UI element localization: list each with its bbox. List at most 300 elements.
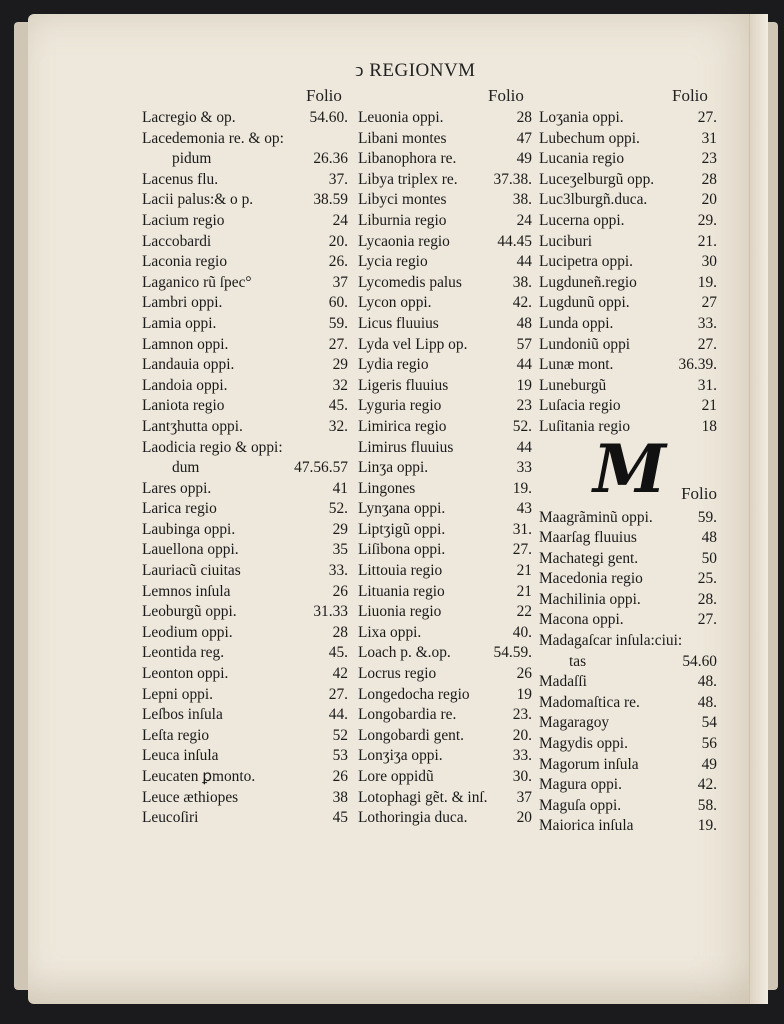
entry-name: Landauia oppi.: [142, 356, 235, 374]
entry-name: dum: [172, 459, 200, 477]
index-entry: [358, 726, 532, 747]
entry-folio: 19.: [697, 817, 717, 835]
index-entry: [358, 746, 532, 767]
entry-name: Lycia regio: [358, 253, 428, 271]
index-entry: [142, 767, 348, 788]
entry-name: Lundoniũ oppi: [539, 335, 631, 353]
entry-name: Luneburgũ: [539, 376, 607, 394]
entry-folio: 28: [516, 109, 532, 126]
index-entry: [539, 693, 717, 714]
entry-name: Lyguria regio: [358, 397, 442, 415]
index-entry: [142, 108, 348, 129]
entry-name: Libanophora re.: [358, 150, 457, 168]
entry-name: Lycomedis palus: [358, 273, 462, 291]
index-entry: [358, 458, 532, 479]
entry-folio: 27.: [697, 611, 717, 629]
entry-folio: 57: [516, 335, 532, 353]
entry-name: Luſitania regio: [539, 417, 631, 435]
entry-folio: 30: [701, 253, 717, 271]
index-entry: [142, 129, 348, 150]
index-entry: [142, 685, 348, 706]
entry-folio: 26.36: [313, 150, 348, 168]
entry-folio: 19.: [697, 273, 717, 291]
entry-folio: 24: [332, 211, 348, 229]
entry-folio: 59.: [328, 314, 348, 332]
entry-name: Macedonia regio: [539, 570, 643, 588]
entry-folio: 42.: [697, 776, 717, 794]
index-entry: [358, 705, 532, 726]
entry-folio: 26: [332, 768, 348, 785]
entry-name: Lyda vel Lipp op.: [358, 335, 468, 353]
entry-name: Lotophagi gẽt. & inſ.: [358, 788, 488, 806]
entry-name: Locrus regio: [358, 665, 437, 683]
entry-folio: 44.45: [497, 232, 532, 250]
entry-folio: 37.: [328, 170, 348, 188]
index-entry: [358, 149, 532, 170]
entry-name: Lycaonia regio: [358, 232, 450, 250]
index-entry: [358, 808, 532, 829]
index-entry: [539, 129, 717, 150]
index-entry: [142, 438, 348, 459]
index-entry: [539, 755, 717, 776]
entry-name: Libyci montes: [358, 191, 447, 209]
entry-folio: 48.: [697, 673, 717, 691]
entry-name: Lydia regio: [358, 356, 429, 374]
entry-folio: 28: [701, 170, 717, 188]
index-entry: [358, 252, 532, 273]
entry-folio: 33: [516, 459, 532, 477]
entry-folio: 21: [701, 397, 717, 415]
entry-name: Linʒa oppi.: [358, 459, 429, 477]
entry-name: Longedocha regio: [358, 685, 470, 703]
index-entry: [142, 705, 348, 726]
entry-folio: 45.: [328, 644, 348, 662]
entry-folio: 31.33: [313, 603, 348, 621]
entry-folio: 33.: [328, 562, 348, 580]
entry-name: Lothoringia duca.: [358, 809, 468, 827]
index-column-2: [358, 108, 532, 829]
entry-name: Lunæ mont.: [539, 356, 614, 374]
index-entry: [358, 170, 532, 191]
entry-folio: 43: [516, 500, 532, 518]
index-entry: [358, 108, 532, 129]
entry-name: pidum: [172, 150, 212, 168]
entry-name: Magydis oppi.: [539, 735, 628, 753]
index-entry: [142, 273, 348, 294]
entry-name: Lares oppi.: [142, 479, 212, 497]
index-entry: [539, 590, 717, 611]
entry-folio: 21: [516, 582, 532, 600]
index-entry: [539, 652, 717, 673]
entry-folio: 21: [516, 562, 532, 580]
entry-folio: 42.: [512, 294, 532, 312]
entry-name: Laodicia regio & oppi:: [142, 438, 283, 456]
index-entry: [358, 438, 532, 459]
entry-folio: 45: [332, 809, 348, 827]
index-entry: [142, 335, 348, 356]
entry-name: Lemnos inſula: [142, 582, 231, 600]
index-entry: [539, 108, 717, 129]
entry-name: Lugduneñ.regio: [539, 273, 637, 291]
entry-folio: 35: [332, 541, 348, 559]
index-entry: [358, 602, 532, 623]
entry-name: Lacium regio: [142, 211, 225, 229]
entry-folio: 27.: [328, 685, 348, 703]
index-entry: [539, 672, 717, 693]
entry-folio: 36.39.: [678, 356, 717, 374]
index-entry: [539, 355, 717, 376]
index-entry: [539, 775, 717, 796]
index-entry: [142, 190, 348, 211]
index-entry: [358, 788, 532, 809]
entry-name: Laniota regio: [142, 397, 225, 415]
entry-folio: 27.: [328, 335, 348, 353]
entry-name: Littouia regio: [358, 562, 443, 580]
entry-name: Lixa oppi.: [358, 623, 422, 641]
entry-name: Lambri oppi.: [142, 294, 223, 312]
entry-name: Leontida reg.: [142, 644, 225, 662]
entry-folio: 52.: [512, 417, 532, 435]
index-entry: [358, 396, 532, 417]
entry-folio: 23: [516, 397, 532, 415]
entry-folio: 28: [332, 623, 348, 641]
index-entry: [358, 314, 532, 335]
index-entry: [142, 211, 348, 232]
entry-folio: 56: [701, 735, 717, 753]
index-entry: [358, 561, 532, 582]
entry-folio: 28.: [697, 590, 717, 608]
entry-name: Lucania regio: [539, 150, 625, 168]
index-entry: [539, 190, 717, 211]
index-entry: [539, 610, 717, 631]
index-entry: [142, 149, 348, 170]
entry-name: Lituania regio: [358, 582, 445, 600]
entry-name: Leoburgũ oppi.: [142, 603, 237, 621]
entry-folio: 48.: [697, 693, 717, 711]
entry-name: Luc3lburgñ.duca.: [539, 191, 648, 209]
entry-folio: 41: [332, 479, 348, 497]
entry-folio: 33.: [512, 747, 532, 765]
index-entry: [539, 528, 717, 549]
index-entry: [142, 252, 348, 273]
entry-folio: 37: [516, 788, 532, 806]
entry-folio: 29: [332, 520, 348, 538]
index-entry: [539, 396, 717, 417]
entry-name: Lingones: [358, 479, 416, 497]
index-entry: [142, 540, 348, 561]
entry-name: Longobardia re.: [358, 706, 457, 724]
entry-folio: 44: [516, 356, 532, 374]
entry-folio: 31.: [512, 520, 532, 538]
entry-name: Magaragoy: [539, 714, 610, 732]
entry-folio: 20.: [512, 726, 532, 744]
entry-folio: 18: [701, 417, 717, 435]
index-entry: [142, 746, 348, 767]
entry-name: Larica regio: [142, 500, 217, 518]
entry-folio: 27.: [697, 109, 717, 126]
entry-name: Machilinia oppi.: [539, 590, 641, 608]
entry-name: Luciburi: [539, 232, 592, 250]
index-entry: [539, 252, 717, 273]
index-entry: [142, 664, 348, 685]
entry-folio: 31: [701, 129, 717, 147]
entry-folio: 58.: [697, 796, 717, 814]
index-entry: [142, 396, 348, 417]
index-entry: [358, 499, 532, 520]
entry-name: Lantʒhutta oppi.: [142, 417, 243, 435]
index-entry: [358, 190, 532, 211]
entry-name: Landoia oppi.: [142, 376, 228, 394]
entry-name: Luceʒelburgũ opp.: [539, 170, 655, 188]
entry-folio: 19.: [512, 479, 532, 497]
index-entry: [142, 355, 348, 376]
entry-name: Maiorica inſula: [539, 817, 634, 835]
entry-folio: 23: [701, 150, 717, 168]
entry-name: Lubechum oppi.: [539, 129, 640, 147]
entry-folio: 44: [516, 253, 532, 271]
entry-folio: 49: [701, 755, 717, 773]
entry-name: Lauriacũ ciuitas: [142, 562, 241, 580]
index-entry: [358, 540, 532, 561]
entry-name: Licus fluuius: [358, 314, 439, 332]
entry-folio: 27.: [697, 335, 717, 353]
col1-folio-label: Folio: [306, 86, 342, 105]
entry-folio: 24: [516, 211, 532, 229]
entry-folio: 52: [332, 726, 348, 744]
entry-folio: 54.60: [682, 652, 717, 670]
entry-name: Magorum inſula: [539, 755, 639, 773]
entry-folio: 27.: [512, 541, 532, 559]
entry-name: Leonton oppi.: [142, 665, 229, 683]
entry-name: Lauellona oppi.: [142, 541, 239, 559]
entry-folio: 42: [332, 665, 348, 683]
entry-name: Lacenus flu.: [142, 170, 219, 188]
index-entry: [142, 170, 348, 191]
entry-name: Macona oppi.: [539, 611, 624, 629]
index-entry: [539, 796, 717, 817]
entry-folio: 54.59.: [493, 644, 532, 662]
index-column-3: [539, 108, 717, 837]
index-entry: [539, 713, 717, 734]
index-entry: [142, 643, 348, 664]
index-entry: [142, 726, 348, 747]
entry-folio: 50: [701, 549, 717, 567]
index-entry: [539, 170, 717, 191]
entry-name: Lucerna oppi.: [539, 211, 625, 229]
entry-name: Libya triplex re.: [358, 170, 458, 188]
index-entry: [358, 664, 532, 685]
entry-name: Lore oppidũ: [358, 768, 434, 785]
page-header: [355, 60, 476, 82]
entry-name: Madagaſcar inſula:ciui:: [539, 632, 683, 650]
entry-name: Limirica regio: [358, 417, 447, 435]
index-entry: [142, 808, 348, 829]
entry-name: Laconia regio: [142, 253, 228, 271]
index-entry: [358, 293, 532, 314]
col3-folio-label: Folio: [672, 86, 708, 105]
index-entry: [539, 335, 717, 356]
index-entry: [142, 479, 348, 500]
entry-folio: 37: [332, 273, 348, 291]
index-entry: [142, 623, 348, 644]
entry-name: Leuca inſula: [142, 747, 219, 765]
entry-folio: 37.38.: [493, 170, 532, 188]
entry-name: Leuonia oppi.: [358, 109, 444, 126]
index-entry: [358, 355, 532, 376]
entry-folio: 44.: [328, 706, 348, 724]
index-column-1: [142, 108, 348, 829]
header-mark: ↄ: [355, 60, 364, 81]
entry-name: Loach p. &.op.: [358, 644, 451, 662]
entry-folio: 49: [516, 150, 532, 168]
entry-name: Liſibona oppi.: [358, 541, 446, 559]
entry-name: Loʒania oppi.: [539, 109, 624, 126]
entry-folio: 45.: [328, 397, 348, 415]
entry-folio: 38: [332, 788, 348, 806]
index-entry: [142, 458, 348, 479]
entry-folio: 54: [701, 714, 717, 732]
entry-folio: 38.: [512, 273, 532, 291]
entry-folio: 47: [516, 129, 532, 147]
entry-name: Lacedemonia re. & op:: [142, 129, 284, 147]
entry-name: Liuonia regio: [358, 603, 442, 621]
entry-folio: 59.: [697, 508, 717, 526]
entry-folio: 38.59: [313, 191, 348, 209]
entry-name: Laganico rũ ſpec°: [142, 273, 252, 291]
entry-folio: 32: [332, 376, 348, 394]
entry-folio: 32.: [328, 417, 348, 435]
index-entry: [358, 376, 532, 397]
entry-name: Leodium oppi.: [142, 623, 233, 641]
entry-name: Liburnia regio: [358, 211, 447, 229]
entry-folio: 48: [701, 529, 717, 547]
index-entry: [142, 376, 348, 397]
entry-name: Lonʒiʒa oppi.: [358, 747, 443, 765]
entry-folio: 20: [516, 809, 532, 827]
col3-folio-label-2: Folio: [681, 483, 717, 503]
entry-folio: 26: [332, 582, 348, 600]
entry-name: Leucoſiri: [142, 809, 199, 827]
entry-folio: 33.: [697, 314, 717, 332]
index-entry: [142, 314, 348, 335]
index-entry: [358, 685, 532, 706]
entry-name: Lamnon oppi.: [142, 335, 229, 353]
entry-folio: 30.: [512, 768, 532, 785]
entry-folio: 60.: [328, 294, 348, 312]
index-entry: [358, 211, 532, 232]
entry-name: Machategi gent.: [539, 549, 639, 567]
entry-name: Limirus fluuius: [358, 438, 454, 456]
index-entry: [539, 508, 717, 529]
entry-folio: 29: [332, 356, 348, 374]
entry-folio: 48: [516, 314, 532, 332]
header-title: REGIONVM: [369, 60, 476, 81]
index-entry: [539, 816, 717, 837]
decorated-initial-m: M: [593, 429, 667, 508]
entry-name: Lunda oppi.: [539, 314, 614, 332]
index-entry: [539, 149, 717, 170]
index-entry: [358, 273, 532, 294]
index-entry: [539, 569, 717, 590]
index-entry: [358, 479, 532, 500]
section-initial-block: [539, 429, 717, 508]
index-entry: [358, 335, 532, 356]
index-entry: [358, 582, 532, 603]
entry-folio: 38.: [512, 191, 532, 209]
entry-folio: 47.56.57: [294, 459, 348, 477]
entry-name: Laubinga oppi.: [142, 520, 236, 538]
entry-folio: 40.: [512, 623, 532, 641]
entry-folio: 52.: [328, 500, 348, 518]
index-entry: [142, 499, 348, 520]
entry-name: Leſbos inſula: [142, 706, 223, 724]
index-entry: [539, 631, 717, 652]
entry-name: Lepni oppi.: [142, 685, 213, 703]
index-entry: [142, 602, 348, 623]
index-entry: [539, 211, 717, 232]
index-entry: [539, 232, 717, 253]
index-entry: [142, 232, 348, 253]
entry-name: Libani montes: [358, 129, 447, 147]
index-entry: [142, 582, 348, 603]
index-entry: [539, 734, 717, 755]
entry-name: Liptʒigũ oppi.: [358, 520, 446, 538]
entry-name: Luſacia regio: [539, 397, 621, 415]
page-edge: [749, 14, 768, 1004]
entry-folio: 53: [332, 747, 348, 765]
entry-name: Madaſſi: [539, 673, 587, 691]
entry-name: Lacregio & op.: [142, 109, 236, 126]
index-entry: [539, 273, 717, 294]
entry-name: Lycon oppi.: [358, 294, 432, 312]
entry-name: Ligeris fluuius: [358, 376, 449, 394]
index-entry: [358, 129, 532, 150]
entry-folio: 23.: [512, 706, 532, 724]
entry-folio: 26: [516, 665, 532, 683]
index-entry: [142, 293, 348, 314]
entry-name: Lucipetra oppi.: [539, 253, 634, 271]
index-entry: [142, 788, 348, 809]
entry-folio: 44: [516, 438, 532, 456]
index-entry: [539, 549, 717, 570]
index-entry: [142, 520, 348, 541]
entry-name: Leucaten ꝑmonto.: [142, 768, 256, 785]
entry-name: Lynʒana oppi.: [358, 500, 446, 518]
entry-folio: 26.: [328, 253, 348, 271]
col2-folio-label: Folio: [488, 86, 524, 105]
entry-name: Madomaſtica re.: [539, 693, 640, 711]
entry-name: Lugdunũ oppi.: [539, 294, 630, 312]
entry-folio: 22: [516, 603, 532, 621]
entry-folio: 27: [701, 294, 717, 312]
index-entry: [358, 623, 532, 644]
entry-name: Lamia oppi.: [142, 314, 217, 332]
index-entry: [358, 520, 532, 541]
entry-name: Magura oppi.: [539, 776, 622, 794]
entry-folio: 25.: [697, 570, 717, 588]
index-entry: [358, 417, 532, 438]
index-entry: [358, 767, 532, 788]
entry-name: Laccobardi: [142, 232, 212, 250]
index-entry: [142, 417, 348, 438]
index-entry: [539, 314, 717, 335]
index-entry: [358, 643, 532, 664]
entry-folio: 20: [701, 191, 717, 209]
entry-name: Leſta regio: [142, 726, 210, 744]
entry-folio: 54.60.: [309, 109, 348, 126]
entry-folio: 31.: [697, 376, 717, 394]
entry-folio: 19: [516, 376, 532, 394]
